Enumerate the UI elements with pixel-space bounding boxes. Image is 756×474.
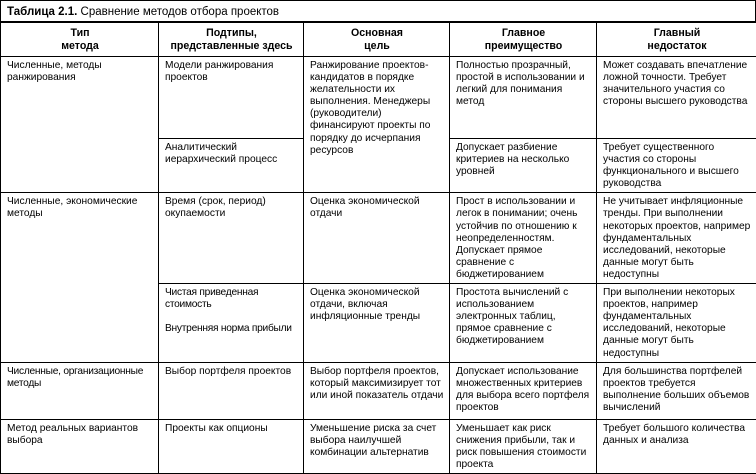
cell-main-goal: Выбор портфеля проектов, который максимизирует тот или иной показатель отдачи	[304, 362, 450, 419]
cell-main-advantage: Допускает разбиение критериев на несколько уровней	[450, 139, 597, 193]
column-header-main-advantage	[450, 23, 597, 57]
cell-main-disadvantage: Для большинства портфелей проектов требуется выполнение больших объемов вычислений	[597, 362, 756, 419]
cell-method-type: Численные, методы ранжирования	[1, 57, 159, 193]
table-row	[1, 57, 756, 139]
header-line-1: Тип	[7, 27, 153, 40]
header-line-2: цель	[310, 40, 444, 53]
cell-subtype: Модели ранжирования проектов	[159, 57, 304, 139]
cell-subtype: Время (срок, период) окупаемости	[159, 193, 304, 284]
cell-method-type: Метод реальных вариантов выбора	[1, 419, 159, 473]
cell-main-advantage: Простота вычислений с использованием электронных таблиц, прямое сравнение с бюджетированием	[450, 284, 597, 363]
header-line-2: метода	[7, 40, 153, 53]
cell-method-type: Численные, экономические методы	[1, 193, 159, 362]
header-line-1: Главный	[603, 27, 751, 40]
header-line-2: недостаток	[603, 40, 751, 53]
column-header-main-disadvantage	[597, 23, 756, 57]
header-line-2: представленные здесь	[165, 40, 298, 53]
cell-main-advantage: Полностью прозрачный, простой в использовании и легкий для понимания метод	[450, 57, 597, 139]
cell-main-goal: Оценка экономической отдачи	[304, 193, 450, 284]
cell-main-disadvantage: При выполнении некоторых проектов, например фундаментальных исследований, некоторые данные могут быть недоступны	[597, 284, 756, 363]
cell-main-goal: Ранжирование проектов-кандидатов в порядке желательности их выполнения. Менеджеры (руководители) финансируют проекты по порядку до исчерпания ресурсов	[304, 57, 450, 193]
cell-subtype-line-1: Чистая приведенная стоимость	[165, 287, 298, 311]
cell-main-disadvantage: Требует существенного участия со стороны функционального и высшего руководства	[597, 139, 756, 193]
cell-main-advantage: Допускает использование множественных критериев для выбора всего портфеля проектов	[450, 362, 597, 419]
table-caption-text: Сравнение методов отбора проектов	[77, 6, 279, 18]
cell-subtype: Выбор портфеля проектов	[159, 362, 304, 419]
column-header-main-goal	[304, 23, 450, 57]
cell-main-advantage: Прост в использовании и легок в понимании; очень устойчив по отношению к неопределенностям. Допускает прямое сравнение с бюджетированием	[450, 193, 597, 284]
comparison-table	[0, 22, 756, 474]
column-header-method-type	[1, 23, 159, 57]
cell-subtype	[159, 284, 304, 363]
cell-subtype: Аналитический иерархический процесс	[159, 139, 304, 193]
cell-main-goal: Оценка экономической отдачи, включая инфляционные тренды	[304, 284, 450, 363]
cell-subtype: Проекты как опционы	[159, 419, 304, 473]
header-line-1: Основная	[310, 27, 444, 40]
header-line-2: преимущество	[456, 40, 591, 53]
cell-method-type: Численные, организационные методы	[1, 362, 159, 419]
header-line-1: Подтипы,	[165, 27, 298, 40]
table-row	[1, 419, 756, 473]
table-caption	[0, 0, 756, 22]
column-header-subtypes	[159, 23, 304, 57]
table-row	[1, 193, 756, 284]
cell-subtype-line-2: Внутренняя норма прибыли	[165, 323, 298, 335]
table-row	[1, 362, 756, 419]
cell-main-advantage: Уменьшает как риск снижения прибыли, так и риск повышения стоимости проекта	[450, 419, 597, 473]
table-header-row	[1, 23, 756, 57]
table-caption-number: Таблица 2.1.	[7, 6, 77, 18]
cell-main-disadvantage: Может создавать впечатление ложной точности. Требует значительного участия со стороны высшего руководства	[597, 57, 756, 139]
cell-main-disadvantage: Не учитывает инфляционные тренды. При выполнении некоторых проектов, например фундаментальных исследований, некоторые данные могут быть недоступны	[597, 193, 756, 284]
header-line-1: Главное	[456, 27, 591, 40]
cell-main-goal: Уменьшение риска за счет выбора наилучшей комбинации альтернатив	[304, 419, 450, 473]
cell-main-disadvantage: Требует большого количества данных и анализа	[597, 419, 756, 473]
